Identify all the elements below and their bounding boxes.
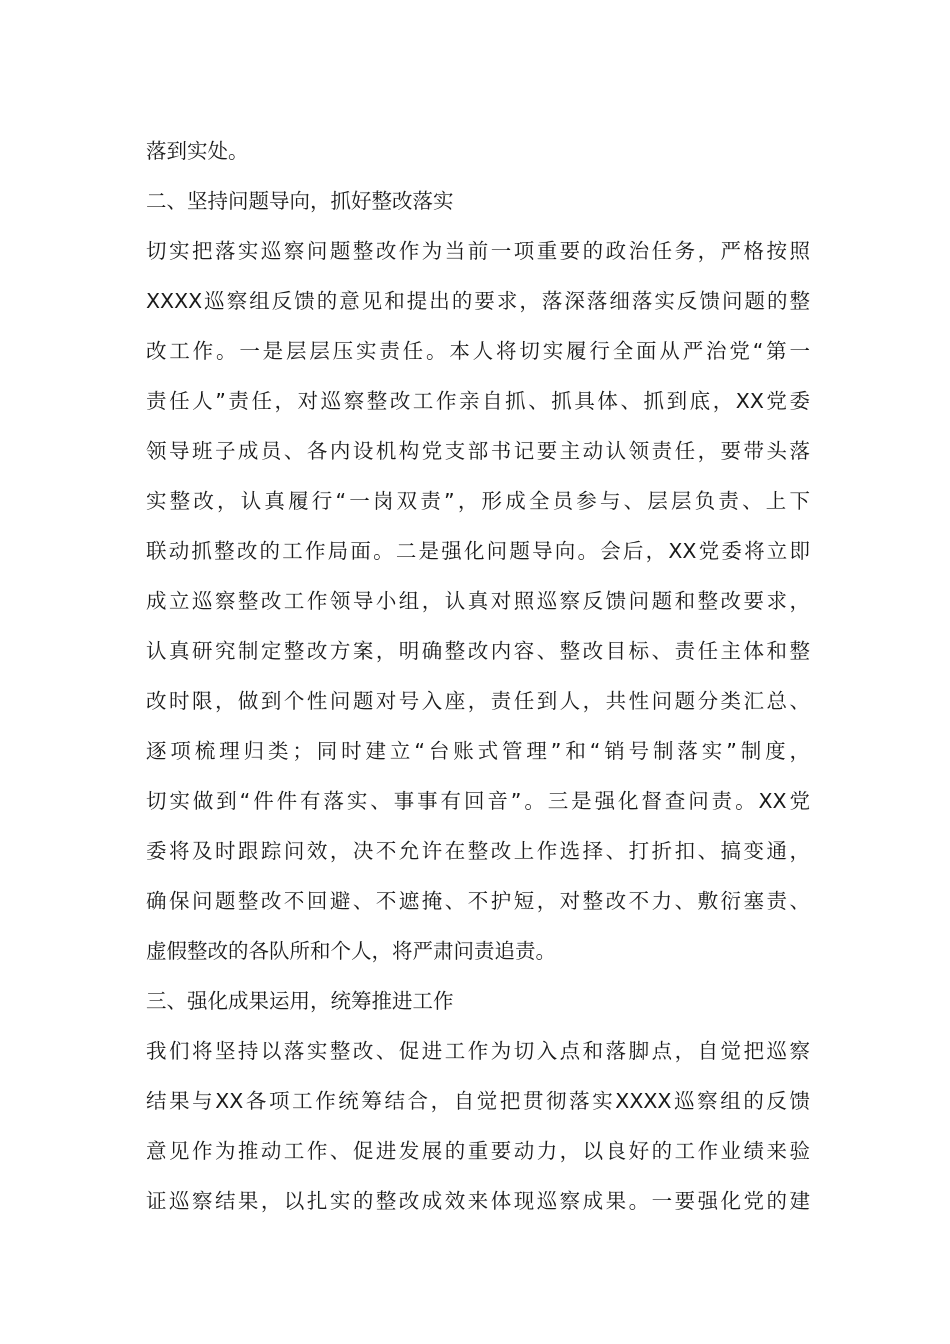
text-line-11: 认真研究制定整改方案，明确整改内容、整改目标、责任主体和整 [146, 639, 810, 663]
text-line-4: XXXX巡察组反馈的意见和提出的要求，落深落细落实反馈问题的整 [146, 289, 810, 313]
text-line-13: 逐项梳理归类；同时建立“台账式管理”和“销号制落实”制度， [146, 739, 810, 763]
text-line-15: 委将及时跟踪问效，决不允许在整改上作选择、打折扣、搞变通， [146, 839, 810, 863]
text-line-21: 意见作为推动工作、促进发展的重要动力，以良好的工作业绩来验 [146, 1139, 810, 1163]
text-line-14: 切实做到“件件有落实、事事有回音”。三是强化督查问责。XX党 [146, 789, 810, 813]
text-line-5: 改工作。一是层层压实责任。本人将切实履行全面从严治党“第一 [146, 339, 810, 363]
section-heading-3: 三、强化成果运用，统筹推进工作 [146, 989, 454, 1013]
text-line-16: 确保问题整改不回避、不遮掩、不护短，对整改不力、敷衍塞责、 [146, 889, 810, 913]
text-line-6: 责任人”责任，对巡察整改工作亲自抓、抓具体、抓到底，XX党委 [146, 389, 810, 413]
text-line-19: 我们将坚持以落实整改、促进工作为切入点和落脚点，自觉把巡察 [146, 1039, 810, 1063]
text-line-8: 实整改，认真履行“一岗双责”，形成全员参与、层层负责、上下 [146, 489, 810, 513]
text-line-3: 切实把落实巡察问题整改作为当前一项重要的政治任务，严格按照 [146, 239, 810, 263]
text-line-1: 落到实处。 [146, 139, 249, 163]
text-line-9: 联动抓整改的工作局面。二是强化问题导向。会后，XX党委将立即 [146, 539, 810, 563]
section-heading-2: 二、坚持问题导向，抓好整改落实 [146, 189, 454, 213]
text-line-20: 结果与XX各项工作统筹结合，自觉把贯彻落实XXXX巡察组的反馈 [146, 1089, 810, 1113]
text-line-17: 虚假整改的各队所和个人，将严肃问责追责。 [146, 939, 556, 963]
text-line-10: 成立巡察整改工作领导小组，认真对照巡察反馈问题和整改要求， [146, 589, 810, 613]
text-line-12: 改时限，做到个性问题对号入座，责任到人，共性问题分类汇总、 [146, 689, 810, 713]
text-line-22: 证巡察结果，以扎实的整改成效来体现巡察成果。一要强化党的建 [146, 1189, 810, 1213]
text-line-7: 领导班子成员、各内设机构党支部书记要主动认领责任，要带头落 [146, 439, 810, 463]
